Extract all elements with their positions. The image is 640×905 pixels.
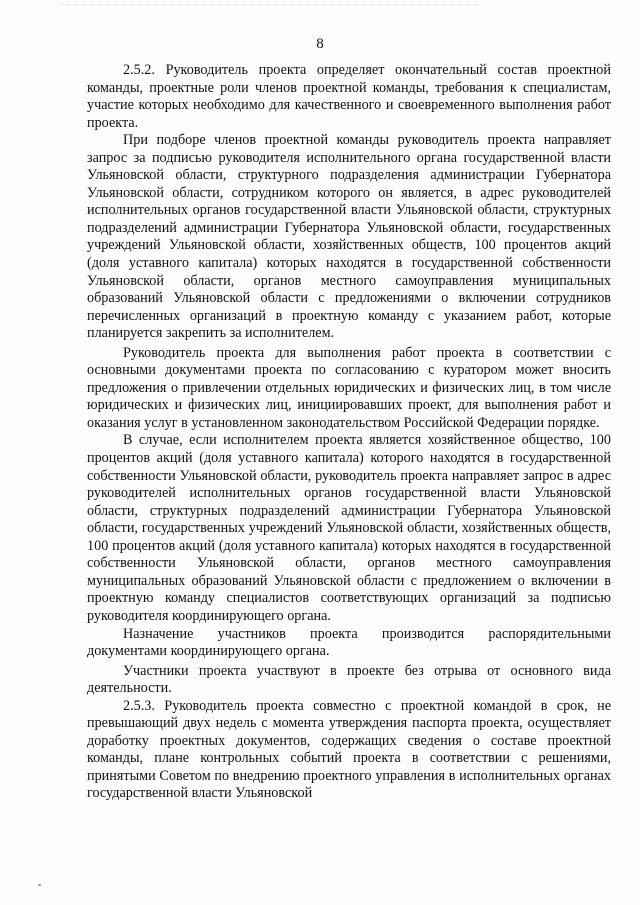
- document-body: [87, 62, 611, 803]
- page-number: 8: [316, 36, 324, 52]
- paragraph-participants: Участники проекта участвуют в проекте без отрыва от основного вида деятельности.: [87, 662, 611, 697]
- paragraph-appointment: Назначение участников проекта производится распорядительными документами координирующего органа.: [87, 625, 611, 660]
- scan-speck: [38, 884, 41, 886]
- paragraph-team-selection: При подборе членов проектной команды руководитель проекта направляет запрос за подписью руководителя исполнительного органа государственной власти Ульяновской области, структурного подразделения администрации Губернатора Ульяновской области, сотрудником которого он является, в адрес руководителей исполнительных органов государственной власти Ульяновской области, структурных подразделений администрации Губернатора Ульяновской области, государственных учреждений Ульяновской области, хозяйственных обществ, 100 процентов акций (доля уставного капитала) которых находятся в государственной собственности Ульяновской области, органов местного самоуправления муниципальных образований Ульяновской области с предложениями о включении сотрудников перечисленных организаций в проектную команду с указанием работ, которые планируется закрепить за исполнителем.: [87, 132, 611, 342]
- paragraph-business-entity: В случае, если исполнителем проекта является хозяйственное общество, 100 процентов акций (доля уставного капитала) которого находятся в государственной собственности Ульяновской области, руководитель проекта направляет запрос в адрес руководителей исполнительных органов государственной власти Ульяновской области, структурных подразделений администрации Губернатора Ульяновской области, государственных учреждений Ульяновской области, хозяйственных обществ, 100 процентов акций (доля уставного капитала) которых находятся в государственной собственности Ульяновской области, органов местного самоуправления муниципальных образований Ульяновской области с предложением о включении в проектную команду специалистов соответствующих организаций за подписью руководителя координирующего органа.: [87, 432, 611, 624]
- scan-artifact: [60, 4, 480, 9]
- paragraph-external-parties: Руководитель проекта для выполнения работ проекта в соответствии с основными документами проекта по согласованию с куратором может вносить предложения о привлечении отдельных юридических и физических лиц, в том числе юридических и физических лиц, инициировавших проект, для выполнения работ и оказания услуг в установленном законодательством Российской Федерации порядке.: [87, 344, 611, 431]
- paragraph-2-5-2: 2.5.2. Руководитель проекта определяет окончательный состав проектной команды, проектные роли членов проектной команды, требования к специалистам, участие которых необходимо для качественного и своевременного выполнения работ проекта.: [87, 62, 611, 131]
- paragraph-2-5-3: 2.5.3. Руководитель проекта совместно с проектной командой в срок, не превышающий двух недель с момента утверждения паспорта проекта, осуществляет доработку проектных документов, содержащих сведения о составе проектной команды, плане контрольных событий проекта в соответствии с решениями, принятыми Советом по внедрению проектного управления в исполнительных органах государственной власти Ульяновской: [87, 697, 611, 802]
